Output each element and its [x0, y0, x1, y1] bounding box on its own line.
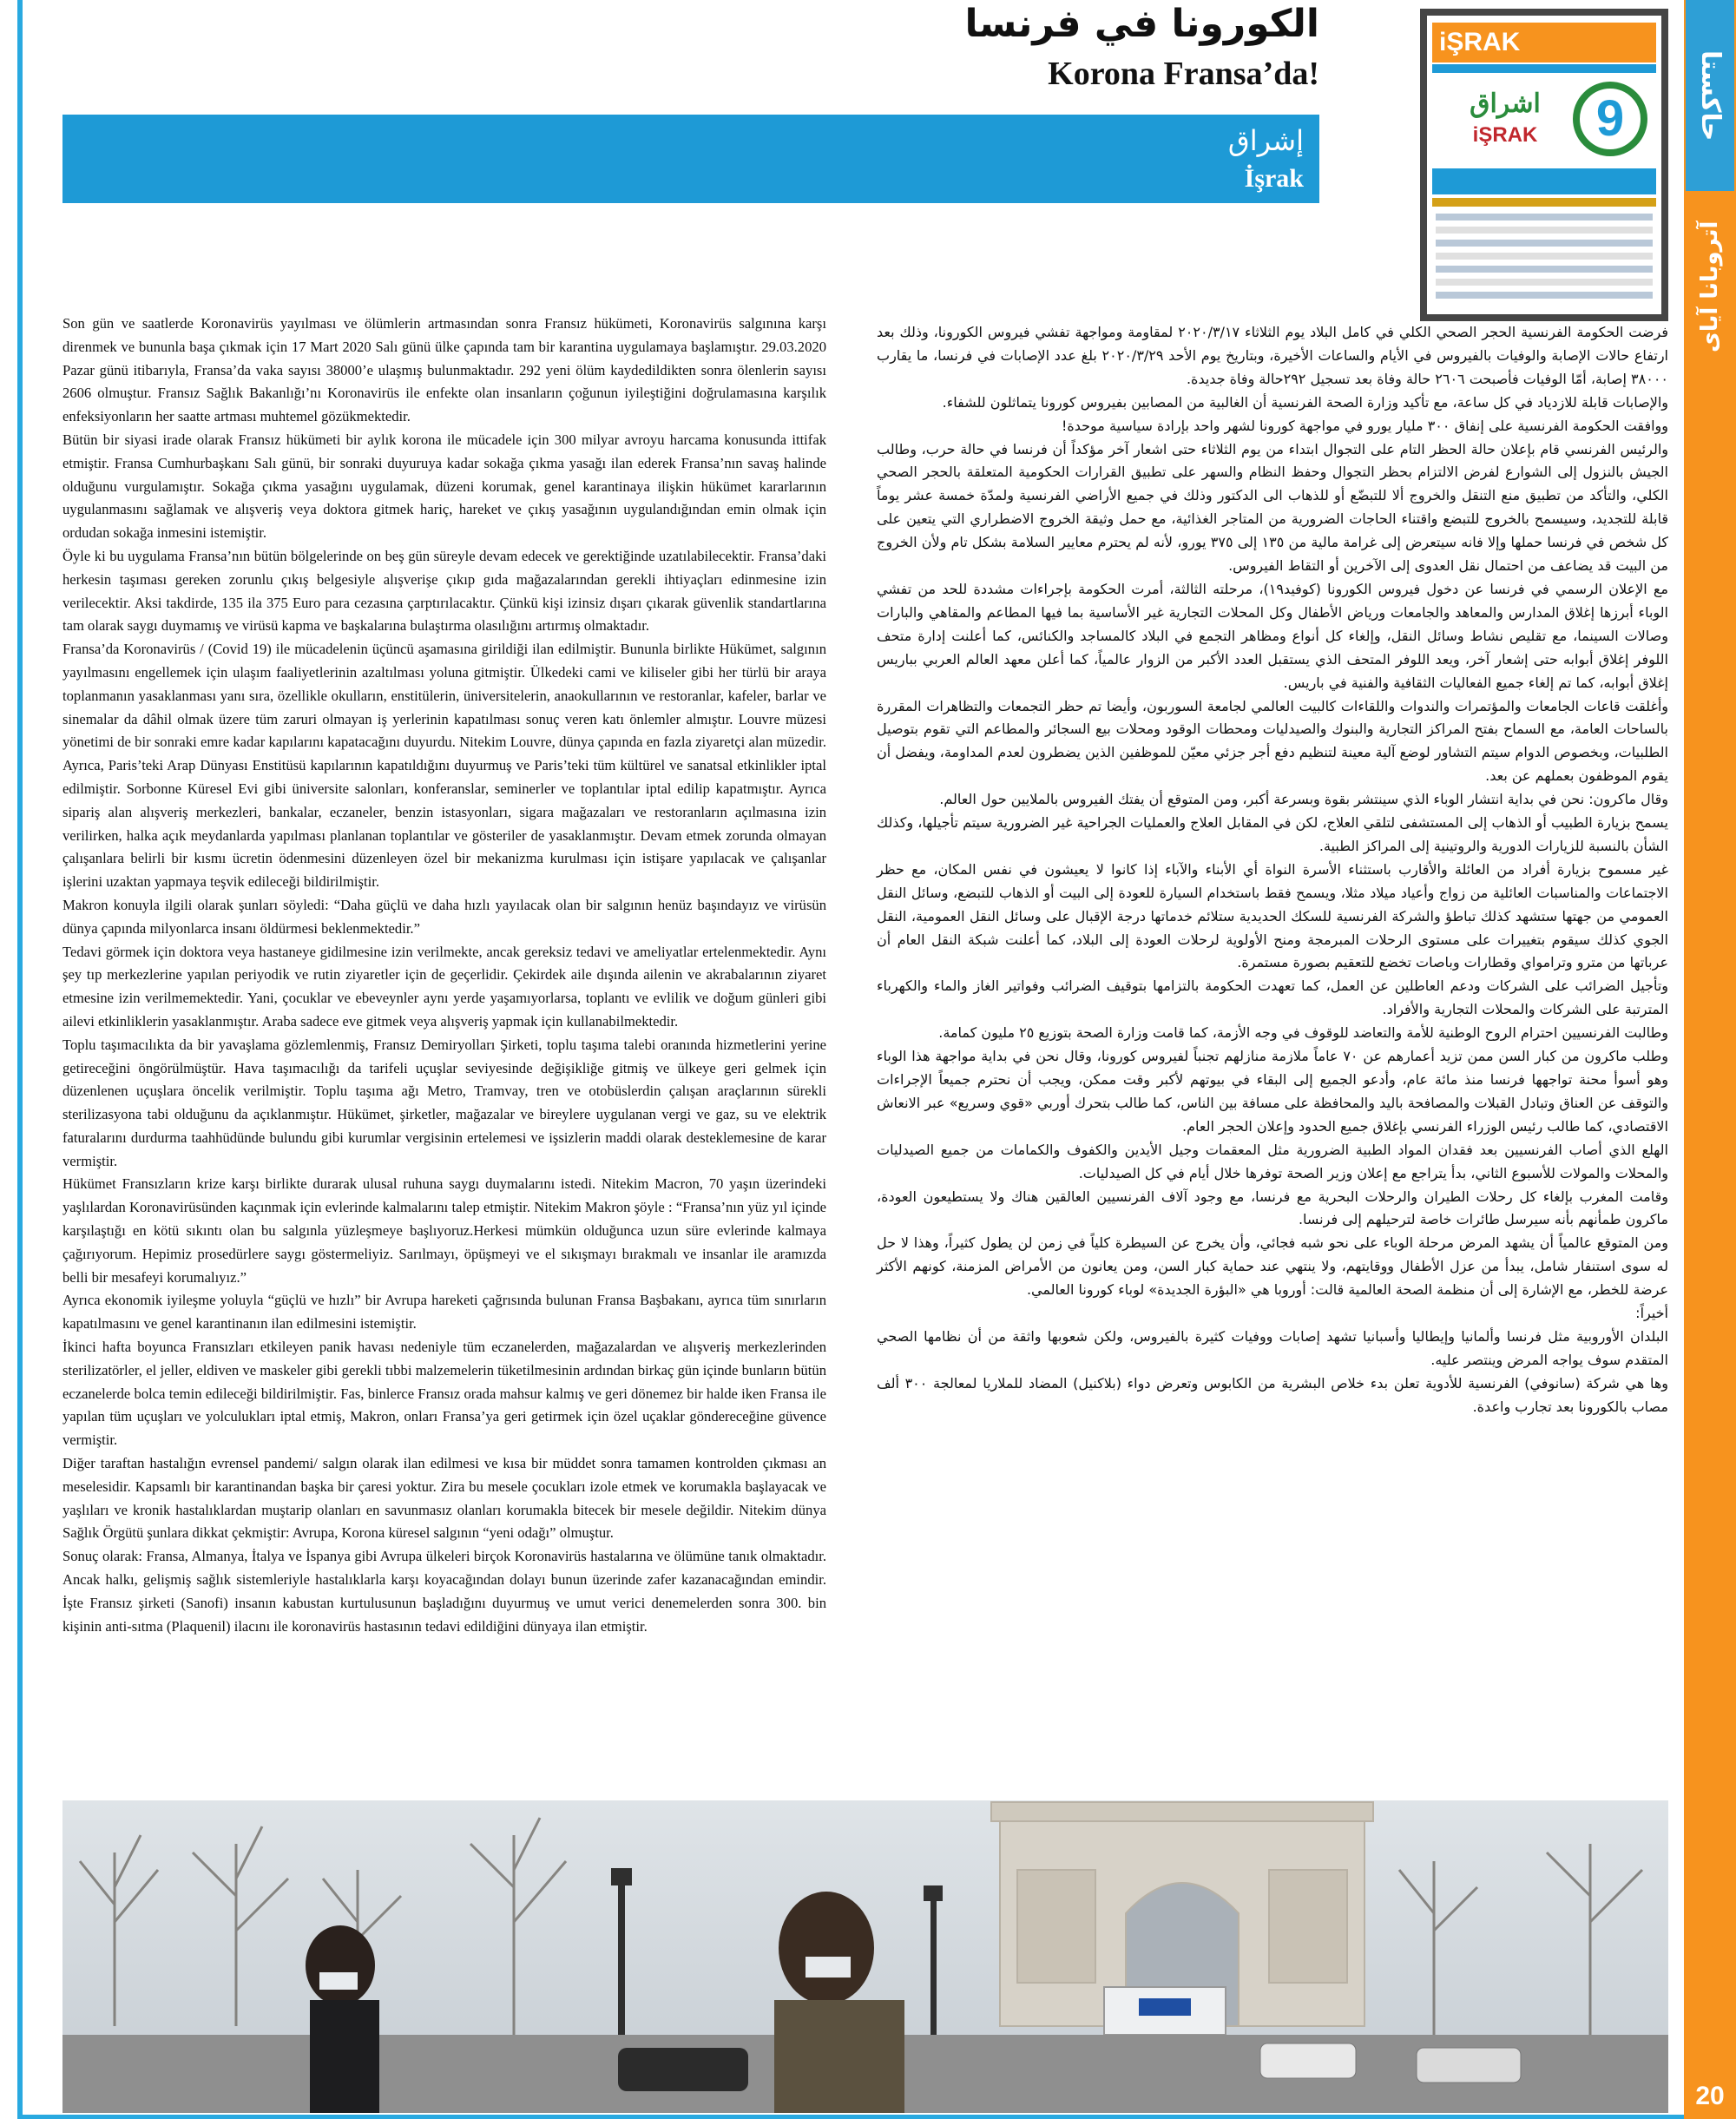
- paragraph: مع الإعلان الرسمي في فرنسا عن دخول فيروس الكورونا (كوفيد١٩)، مرحلته الثالثة، أمرت الحكومة بإجراءات مشددة للحد من تفشي الوباء أبرزها إغلاق المدارس والمعاهد والجامعات ورياض الأطفال وكل المحلات التجارية غير الأساسية بما فيها المطاعم والمقاهي والبارات وصالات السينما، مع تقليص نشاط وسائل النقل، وإلغاء كل أنواع ومظاهر التجمع في البلاد كالمساجد والكنائس، كما أعلنت إدارة متحف اللوفر إغلاق أبوابه حتى إشعار آخر، ويعد اللوفر المتحف الذي يستقبل العدد الأكبر من الزوار عالمياً، كما أعلن معهد العالم العربي بباريس إغلاق أبوابه، كما تم إلغاء جميع الفعاليات الثقافية والفنية في باريس.: [877, 580, 1668, 691]
- paragraph: ووافقت الحكومة الفرنسية على إنفاق ٣٠٠ مليار يورو في مواجهة كورونا لشهر واحد بإرادة سياسية موحدة!: [1061, 417, 1668, 434]
- paragraph: Sonuç olarak: Fransa, Almanya, İtalya ve İspanya gibi Avrupa ülkeleri birçok Koronavirüs hastalarına ve ölümüne tanık olmaktadır. Ancak halkı, gelişmiş sağlık sistemleriyle hastalıklarla karşı koyacağından dolayı bunun üzerinde zafer kazanacağından emindir. İşte Fransız şirketi (Sanofi) insanın kabustan kurtulusunun başladığını duyurmuş ve umut verici denemelerden sonra 300. bin kişinin anti-sıtma (Plaquenil) ilacını ile koronavirüs hastasının tedavi edildiğini dünyaya ilan etmiştir.: [62, 1548, 826, 1635]
- paragraph: البلدان الأوروبية مثل فرنسا وألمانيا وإيطاليا وأسبانيا تشهد إصابات ووفيات كثيرة بالفيروس، ولكن شعوبها واثقة من أن نظامها الصحي المتقدم سوف يواجه المرض وينتصر عليه.: [877, 1327, 1668, 1368]
- paragraph: Öyle ki bu uygulama Fransa’nın bütün bölgelerinde on beş gün süreyle devam edecek ve gerektiğinde uzatılabilecektir. Fransa’daki herkesin taşıması gereken zorunlu çıkış belgesiyle alışverişe çıkıp gıda mağazalarından gerekli ihtiyaçları edinmesine izin verilecektir. Aksi takdirde, 135 ila 375 Euro para cezasına çarptırılacaktır. Çünkü kişi izinsiz dışarı çıkarak güvenlik standartlarına tam olarak saygı duymamış ve virüsü kapma ve başkalarına bulaştırma olasılığını artırmış olmaktadır.: [62, 547, 826, 635]
- paragraph: Toplu taşımacılıkta da bir yavaşlama gözlemlenmiş, Fransız Demiryolları Şirketi, toplu taşıma talebi oranında hizmetlerini yerine getireceğini öngörülmüştür. Hava taşımacılığı da tarifeli uçuşlar seviyesinde değişikliğe gitmiş ve ülkeye geri gelmek için düzenlenen uçuşlara öncelik verilmiştir. Toplu taşıma ağı Metro, Tramvay, tren ve otobüslerdin çalışan araçlarının sürekli sterilizasyona tabi olduğunu da açıklanmıştır. Hükümet, şirketler, mağazalar ve bireylere uygulanan vergi ve gaz, su ve elektrik faturalarını durdurma taahhüdünde bulundu gibi kurumlar vergisinin ertelemesi ve işsizlerin maddi olarak desteklemesine de karar vermiştir.: [62, 1036, 826, 1169]
- page-number: 20: [1695, 2082, 1725, 2110]
- paragraph: وأغلقت قاعات الجامعات والمؤتمرات والندوات واللقاءات كالبيت العالمي لجامعة السوربون، وأيضا تم حظر التجمعات والتظاهرات المقررة بالساحات العامة، مع السماح بفتح المراكز التجارية والبنوك والصيدليات ومحطات الوقود ومحلات بيع السجائر والمطاعم التي تقوم بتوصيل الطلبيات، وبخصوص الدوام سيتم التشاور لوضع آلية معينة لتنظيم دفع أجر جزئي معيّن للموظفين الذين يضطرون لعدم المداومة، ويفضل أن يقوم الموظفون بعملهم عن بعد.: [877, 697, 1668, 785]
- paragraph: وقامت المغرب بإلغاء كل رحلات الطيران والرحلات البحرية مع فرنسا، مع وجود آلاف الفرنسيين العالقين هناك ولا يستطيعون العودة، ماكرون طمأنهم بأنه سيرسل طائرات خاصة لترحيلهم إلى فرنسا.: [877, 1188, 1668, 1228]
- photo-illustration: [62, 1800, 1668, 2113]
- paragraph: Tedavi görmek için doktora veya hastaneye gidilmesine izin verilmekte, ancak gereksiz tedavi ve ameliyatlar ertelenmektedir. Aynı şey tıp merkezlerine yapılan periyodik ve rutin ziyaretler için de geçerlidir. Çekirdek aile dışında ailenin ve akrabalarının ziyaret etmesine izin verilmemektedir. Yani, çocuklar ve ebeveynler aynı yerde yaşamıyorlarsa, toplantı ve evlilik ve doğum günleri gibi ailevi etkinliklerin yasaklanmıştır. Araba sadece eve gitmek veya alışveriş yapmak için kullanabilmektedir.: [62, 943, 826, 1030]
- article-column-turkish: [62, 313, 826, 1788]
- paragraph: Ayrıca ekonomik iyileşme yoluyla “güçlü ve hızlı” bir Avrupa hareketi çağrısında bulunan Fransa Başbakanı, ayrıca tüm sınırların kapatılmasını ve genel karantinanın ilan edilmesini istemiştir.: [62, 1292, 826, 1333]
- page-title-arabic: الكورونا في فرنسا: [964, 2, 1319, 46]
- left-border: [17, 0, 23, 2119]
- paragraph: وتأجيل الضرائب على الشركات ودعم العاطلين عن العمل، كما تعهدت الحكومة بالتزامها بتوقيف الضرائب وفواتير الغاز والماء والكهرباء المترتبة على الشركات والمحلات التجارية والأفراد.: [877, 977, 1668, 1018]
- newspaper-cover-thumbnail: [1420, 9, 1668, 321]
- paragraph: Fransa’da Koronavirüs / (Covid 19) ile mücadelenin üçüncü aşamasına girildiği ilan edilmiştir. Bununla birlikte Hükümet, salgının yayılmasını engellemek için ulaşım faaliyetlerinin azaltılması yoluna gitmiştir. Ülkedeki cami ve kiliseler gibi her türlü bir araya toplanmanın yasaklanması yanı sıra, özellikle okulların, enstitülerin, üniversitelerin, anaokullarının ve restoranlar, kafeler, barlar ve sinemalar da dâhil olmak üzere tüm zaruri olmayan iş yerlerinin kapatılması sonuç veren katı önlemler almıştır. Louvre müzesi yönetimi de bir sonraki emre kadar kapılarını kapatacağını duyurdu. Nitekim Louvre, dünya çapında en fazla ziyaretçi alan müzedir. Ayrıca, Paris’teki Arap Dünyası Enstitüsü kapılarının kapatıldığını duyurmuş ve Paris’teki tüm kültürel ve sanatsal etkinlikler iptal edilmiştir. Sorbonne Küresel Evi gibi üniversite salonları, konferanslar, seminerler ve toplantılar iptal edilip kapatmıştır. Ayrıca sipariş alan alışveriş merkezleri, bankalar, eczaneler, benzin istasyonları, sigara mağazaları ve restoranların açılmasına izin verilirken, halka açık meydanlarda yapılması planlanan toplantılar ve gösteriler de yasaklanmıştır. Devam etmek zorunda olmayan çalışanlara belirli bir kısmı ücretin ödenmesini düzenleyen özel bir mekanizma kurulması için istişare yapılacak ve çalışanlar işlerini uzaktan yapmaya teşvik edileceği bildirilmiştir.: [62, 641, 826, 891]
- source-banner: [62, 115, 1319, 203]
- source-name-arabic: إشراق: [1227, 124, 1304, 157]
- page-title-turkish: Korona Fransa’da!: [1048, 56, 1319, 92]
- source-name-turkish: İşrak: [1244, 164, 1304, 193]
- paragraph: وطلب ماكرون من كبار السن ممن تزيد أعمارهم عن ٧٠ عاماً ملازمة منازلهم تجنباً لفيروس كورونا، وقال نحن في بداية مواجهة هذا الوباء وهو أسوأ محنة تواجهها فرنسا منذ مائة عام، وأدعو الجميع إلى البقاء في بيوتهم لأكبر وقت ممكن، ويجب أن نحترم جميعاً الإجراءات والتوقف عن العناق وتبادل القبلات والمصافحة باليد والمحافظة على مسافة بين الناس، كما طالب بتحرك أوربي «قوي وسريع» عبر الانعاش الاقتصادي، كما طالب رئيس الوزراء الفرنسي بإغلاق جميع الحدود وإعلان الحجر العام.: [877, 1048, 1669, 1135]
- paragraph: غير مسموح بزيارة أفراد من العائلة والأقارب باستثناء الأسرة النواة أي الأبناء والآباء إذا كانوا لا يعيشون في نفس المكان، مع حظر الاجتماعات والمناسبات العائلية من زواج وأعياد ميلاد مثلا، ويسمح فقط باستخدام السيارة للعودة إلى البيت أو الذهاب للتبضع، وسائل النقل العمومي من جهتها ستشهد كذلك تباطؤ والشركة الفرنسية للسكك الحديدية ستلائم خدماتها درجة الإقبال على وسائل النقل العمومية، النقل الجوي كذلك سيقوم بتغييرات على مستوى الرحلات المبرمجة ومنح الأولوية لرحلات العودة إلى البلاد، كما أعلنت شبكة النقل العام أن عرباتها من مترو وترامواي وقطارات وباصات تخضع للتعقيم بصورة مستمرة.: [877, 860, 1668, 971]
- paragraph: Diğer taraftan hastalığın evrensel pandemi/ salgın olarak ilan edilmesi ve kısa bir müddet sonra tamamen kontrolden çıkması an meselesidir. Kapsamlı bir karantinandan başka bir çaresi yoktur. Zira bu mesele çocukları izole etmek ve korumakla başlayacak ve yaşlıları ve kronik hastalıklardan muştarip olanları en savunmasız olanları korumakla bitecek bir mesele değildir. Nitekim dünya Sağlık Örgütü şunlara dikkat çekmiştir: Avrupa, Korona küresel salgının “yeni odağı” olmuştur.: [62, 1455, 826, 1542]
- paragraph: والرئيس الفرنسي قام بإعلان حالة الحظر التام على التجوال ابتداء من يوم الثلاثاء حتى اشعار آخر مؤكداً أن فرنسا في حالة حرب، وطالب الجيش بالنزول إلى الشوارع لفرض الالتزام بحظر التجوال وحفظ النظام والسهر على تطبيق القرارات الحكومية المتعلقة بالحجر الصحي الكلي، والتأكد من تطبيق منع التنقل والخروج ألا للتبضّع أو للذهاب الى الدكتور وذلك في جميع الأراضي الفرنسية ولمدّة خمسة عشر يوماً قابلة للتجديد، وسيسمح بالخروج للتبضع واقتناء الحاجات الضرورية من المتاجر الغذائية، مع حمل وثيقة الخروج الاضطراري التي يتعين على كل شخص في فرنسا حملها وإلا فانه سيتعرض إلى غرامة مالية من ١٣٥ إلى ٣٧٥ يورو، لأنه لم يحترم معايير السلامة بشكل تام ولأن الخروج من البيت قد يضاعف من احتمال نقل العدوى إلى الآخرين أو التقاط الفيروس.: [877, 440, 1669, 575]
- thumbnail-logo: اشراق iŞRAK: [1470, 89, 1541, 147]
- paragraph: وقال ماكرون: نحن في بداية انتشار الوباء الذي سينتشر بقوة وبسرعة أكبر، ومن المتوقع أن يفتك الفيروس بالملايين حول العالم.: [939, 791, 1668, 808]
- thumbnail-masthead: iŞRAK: [1432, 23, 1656, 63]
- paragraph: يسمح بزيارة الطبيب أو الذهاب إلى المستشفى لتلقي العلاج، لكن في المقابل العلاج والعمليات الجراحية غير الضرورية سيتم تأجيلها، وكذلك الشأن بالنسبة للزيارات الدورية والروتينية إلى المراكز الطبية.: [877, 814, 1668, 854]
- paragraph: الهلع الذي أصاب الفرنسيين بعد فقدان المواد الطبية الضرورية مثل المعقمات وجيل الأيدين والكفوف والكمامات من جميع الصيدليات والمحلات والمولات للأسبوع الثاني، بدأ يتراجع مع إعلان وزير الصحة توفرها خلال أيام في كل الصيدليات.: [877, 1141, 1668, 1181]
- paragraph: ومن المتوقع عالمياً أن يشهد المرض مرحلة الوباء على نحو شبه فجائي، وأن يخرج عن السيطرة كلياً في زمن لن يطول كثيراً، وهذا لا حل له سوى استنفار شامل، يبدأ من عزل الأطفال ووقايتهم، ولا ينتهي عند حماية كبار السن، ومن يعانون من الأمراض المزمنة، كونهم الأكثر عرضة للخطر، مع الإشارة إلى أن منظمة الصحة العالمية قالت: أوروبا هي «البؤرة الجديدة» لوباء كورونا العالمي.: [877, 1234, 1668, 1299]
- article-column-arabic: [877, 321, 1668, 1797]
- paragraph: فرضت الحكومة الفرنسية الحجر الصحي الكلي في كامل البلاد يوم الثلاثاء ٢٠٢٠/٣/١٧ لمقاومة ومواجهة تفشي فيروس الكورونا، وذلك بعد ارتفاع حالات الإصابة والوفيات بالفيروس في الأيام والساعات الأخيرة، وبتاريخ يوم الأحد ٢٠٢٠/٣/٢٩ بلغ عدد الإصابات في فرنسا، ما يقارب ٣٨٠٠٠ إصابة، أمّا الوفيات فأصبحت ٢٦٠٦ حالة وفاة بعد تسجيل ٢٩٢حالة وفاة جديدة.: [877, 324, 1668, 387]
- paragraph: وطالبت الفرنسيين احترام الروح الوطنية للأمة والتعاضد للوقوف في وجه الأزمة، كما قامت وزارة الصحة بتوزيع ٢٥ مليون كمامة.: [938, 1024, 1668, 1042]
- bottom-border: [17, 2115, 1684, 2119]
- paris-street-photo: [62, 1800, 1668, 2113]
- anniversary-number-badge: 9: [1573, 82, 1647, 156]
- paragraph: والإصابات قابلة للازدياد في كل ساعة، مع تأكيد وزارة الصحة الفرنسية أن الغالبية من المصابين بفيروس كورونا يتماثلون للشفاء.: [942, 393, 1668, 411]
- paragraph: وها هي شركة (سانوفي) الفرنسية للأدوية تعلن بدء خلاص البشرية من الكابوس وتعرض دواء (بلاكنيل) المضاد للملاريا لمعالجة ٣٠٠ ألف مصاب بالكورونا بعد تجارب واعدة.: [877, 1374, 1668, 1415]
- paragraph: Son gün ve saatlerde Koronavirüs yayılması ve ölümlerin artmasından sonra Fransız hükümeti, Koronavirüs salgınına karşı direnmek ve bununla başa çıkmak için 17 Mart 2020 Salı günü ülke çapında tam bir karantina uygulamaya başlamıştır. 29.03.2020 Pazar günü itibarıyla, Fransa’da vaka sayısı 38000’e ulaşmış bulunmaktadır. 292 yeni ölüm kaydedildikten sonra ölenlerin sayısı 2606 olmuştur. Fransız Sağlık Bakanlığı’nı Koronavirüs ile enfekte olan insanların çoğunun iyileştiğini doğrulamasına karşılık enfeksiyonların her saatte artması muhtemel gözükmektedir.: [62, 315, 826, 425]
- magazine-logo: [1686, 0, 1734, 191]
- section-label: آتروبانا آیای: [1697, 220, 1723, 352]
- paragraph: Hükümet Fransızların krize karşı birlikte durarak ulusal ruhuna saygı duymalarını istedi. Nitekim Macron, 70 yaşın üzerindeki yaşlılardan Koronavirüsünden kaçınmak için evlerinde kalmalarını talep etmiştir. Nitekim Makron şöyle : “Fransa’nın yüz yıl içinde karşılaştığı en kötü sıkıntı olan bu salgınla yüzleşmeye başlıyoruz.Herkesi mümkün olduğunca uzun süre evlerinde kalmaya çağırıyorum. Hepimiz prosedürlere saygı göstermeliyiz. Sarılmayı, öpüşmeyi ve el sıkışmayı bırakmalı ve insanlar ile aramızda belli bir mesafeyi korumalıyız.”: [62, 1175, 826, 1286]
- magazine-logo-text: حاكستا: [1695, 49, 1726, 141]
- paragraph: أخيراً:: [1635, 1305, 1668, 1322]
- paragraph: İkinci hafta boyunca Fransızları etkileyen panik havası nedeniyle tüm eczanelerden, mağazalardan ve alışveriş merkezlerinden sterilizatörler, el jeller, eldiven ve maskeler gibi gerekli tıbbi malzemelerin tüketilmesinin ardından birkaç gün içinde bunların bütün eczanelerde bolca temin edileceği bildirilmiştir. Fas, binlerce Fransız orada mahsur kalmış ve geri dönemez bir halde iken Fransa ile yapılan tüm uçuşları ve yolculukları iptal etmiş, Makron, onları Fransa’ya geri getirmek için özel uçaklar göndereceğine güvence vermiştir.: [62, 1339, 826, 1449]
- paragraph: Bütün bir siyasi irade olarak Fransız hükümeti bir aylık korona ile mücadele için 300 milyar avroyu harcama konusunda ittifak etmiştir. Fransa Cumhurbaşkanı Salı günü, bir sonraki duyuruya kadar sokağa çıkma yasağı ilan ederek Fransa’nın savaş halinde olduğunu vurgulamıştır. Sokağa çıkma yasağını uygulamak, düzeni korumak, genel karantinaya ilişkin hükümet kararlarının uygulanmasını sağlamak ve alışveriş veya doktora gitmek hariç, hareket ve çıkış yasağının uygulandığından emin olmak için ordudan sokağa inmesini istemiştir.: [62, 431, 826, 542]
- paragraph: Makron konuyla ilgili olarak şunları söyledi: “Daha güçlü ve daha hızlı yayılacak olan bir salgının henüz başındayız ve virüsün dünya çapında milyonlarca insanı öldürmesi beklenmektedir.”: [62, 896, 826, 937]
